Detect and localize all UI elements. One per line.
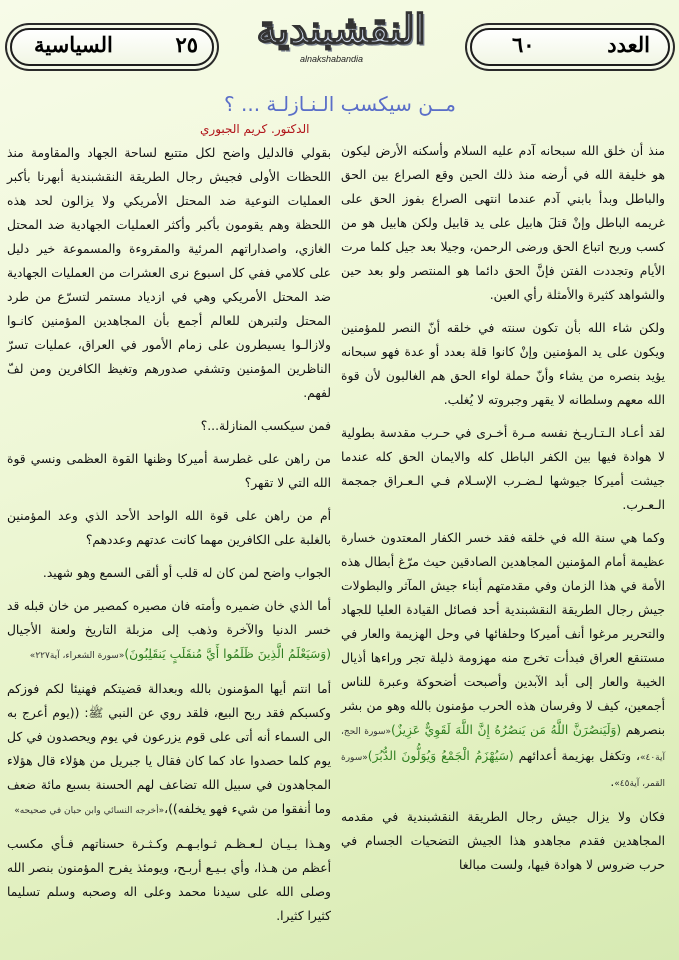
paragraph: ولكن شاء الله بأن تكون سنته في خلقه أنّ النصر للمؤمنين ويكون على يد المؤمنين وإنْ كانوا قلة بعدد أو عدة فهو سبحانه يؤيد بنصره من يشاء وأنّ حملة لواء الحق هم الغالبون لأن قوة الله معهم وسلطانه لا يقهر وجبروته لا يُغلب. <box>341 321 665 407</box>
paragraph: وهـذا بـيـان لـعـظـم ثـوابـهـم وكـثـرة حسناتهم فـأي مكسب أعظم من هـذا، وأي بـيـع أربـح، ويومئذ يفرح المؤمنون بنصر الله وصلى الله على سيدنا محمد وعلى اله وصحبه وسلم تسليما كثيرا كثيرا. <box>7 837 331 923</box>
verse-reference: «سورة القمر، آية٤٥» <box>341 753 665 789</box>
verse-reference: «سورة الشعراء، آية٢٢٧» <box>29 651 125 661</box>
page-header <box>0 0 679 90</box>
issue-banner <box>470 28 670 66</box>
page-section-banner <box>10 28 214 66</box>
logo-text: النقشبندية <box>256 6 426 53</box>
paragraph: بقولي فالدليل واضح لكل متتبع لساحة الجهاد والمقاومة منذ اللحظات الأولى فجيش رجال الطريقة النقشبندية أبهرنا بأكبر العمليات النوعية ضد المحتل الأمريكي ولا يزالون لحد هذه اللحظة وهم يقومون بأكبر وأكثر العمليات الجهادية ضد المحتل الغازي، واصداراتهم المرئية والمقروءة والمسموعة خير دليل على كلامي ففي كل اسبوع نرى العشرات من العمليات الجهادية ضد المحتل الأمريكي وهي في ازدياد مستمر لتسرّع من طرد المحتل ولتبرهن للعالم أجمع بأن المجاهدين المؤمنين كانـوا ولازالـوا يسيطرون على زمام الأمور في العراق، عمليات تسرّ الناظرين المؤمنين وتشفي صدورهم وتغيظ الكافرين ومن لفّ لفهم. <box>7 146 331 400</box>
section-name: السياسية <box>34 32 113 57</box>
quran-verse: (وَلَيَنصُرَنَّ اللَّهُ مَن يَنصُرُهُ إِنَّ اللَّهَ لَقَوِيٌّ عَزِيزٌ) <box>391 723 622 737</box>
paragraph: من راهن على غطرسة أميركا وظنها القوة العظمى ونسي قوة الله التي لا تقهر؟ <box>7 452 331 490</box>
right-column <box>341 139 665 886</box>
logo-url: alnakshabandia <box>300 54 364 64</box>
paragraph: منذ أن خلق الله سبحانه آدم عليه السلام وأسكنه الأرض ليكون هو خليفة الله في أرضه منذ ذلك الحين وقع الصراع بين الحق والباطل وبدأ بابني آدم عندما انتهى الصراع بفوز الحق على غريمه الباطل وإنْ قتلَ هابيل على يد قابيل ولكن هابيل هو من كسب وربح اتباع الحق ورضى الرحمن، وجيلا بعد جيل كلما مرت الأيام وتجددت الفتن فإنَّ الحق دائما هو المنتصر ولو بعد حين والشواهد كثيرة والأمثلة رأي العين. <box>341 144 665 302</box>
verse-reference: «سورة الحج، آية٤٠» <box>341 727 665 763</box>
subheading: فمن سيكسب المنازلة...؟ <box>200 419 331 433</box>
issue-label: العدد <box>607 32 650 57</box>
issue-number: ٦٠ <box>512 32 535 57</box>
magazine-logo <box>246 6 436 66</box>
paragraph: وكما هي سنة الله في خلقه فقد خسر الكفار المعتدون خسارة عظيمة أمام المؤمنين المجاهدين الصادقين حيث مرّغ أبطال هذه الأمة في هذا الزمان وفي مقدمتهم أبناء جيش المآثر والبطولات جيش رجال الطريقة النقشبندية أحد فصائل القيادة العليا للجهاد والتحرير مرغوا أنف أميركا وحلفائها في وحل الهزيمة والعار في مستنقع العراق فبدأت تخرج منه مهزومة ذليلة تجر وراءها أذيال الخيبة والعار إلى أبد الآبدين وأصبحت أضحوكة وعبرة للناس أجمعين، كيف لا وفرسان هذه الحرب مؤمنون بالله وهو من بشر بنصرهم (وَلَيَنصُرَنَّ اللَّهُ مَن يَنصُرُهُ إِنَّ اللَّهَ لَقَوِيٌّ عَزِيزٌ)«سورة الحج، آية٤٠»، وتكفل بهزيمة أعدائهم (سَيُهْزَمُ الْجَمْعُ وَيُوَلُّونَ الدُّبُرَ)«سورة القمر، آية٤٥». <box>341 531 666 789</box>
paragraph: أما انتم أيها المؤمنون بالله وبعدالة قضيتكم فهنيئا لكم فوزكم وكسبكم فقد ربح البيع، فلقد روي عن النبي ﷺ: ((يوم أعرج به الى السماء أنه أتى على قوم يزرعون في يوم ويحصدون في كل يوم كلما حصدوا عاد كما كان فقال يا جبريل من هؤلاء قال هؤلاء المجاهدون في سبيل الله تضاعف لهم الحسنة بسبع مائة ضعف وما أنفقوا من شيء فهو يخلفه))،«أخرجه النسائي وابن حبان في صحيحه» <box>7 682 331 816</box>
article-author: الدكتور. كريم الجبوري <box>200 122 310 136</box>
paragraph: أما الذي خان ضميره وأمته فان مصيره كمصير من خان قبله قد خسر الدنيا والآخرة وذهب إلى مزبلة التاريخ ولعنة الأجيال (وَسَيَعْلَمُ الَّذِينَ ظَلَمُوا أَيَّ مُنقَلَبٍ يَنقَلِبُونَ)«سورة الشعراء، آية٢٢٧» <box>7 599 331 661</box>
quran-verse: (وَسَيَعْلَمُ الَّذِينَ ظَلَمُوا أَيَّ مُنقَلَبٍ يَنقَلِبُونَ) <box>124 647 331 661</box>
hadith-quote: ((يوم أعرج به الى السماء أنه أتى على قوم يزرعون في يوم ويحصدون في كل يوم كلما حصدوا عاد كما كان فقال يا جبريل من هؤلاء قال هؤلاء المجاهدون في سبيل الله تضاعف لهم الحسنة بسبع مائة ضعف وما أنفقوا من شيء فهو يخلفه))، <box>7 706 331 816</box>
paragraph: الجواب واضح لمن كان له قلب أو ألقى السمع وهو شهيد. <box>42 566 331 580</box>
paragraph: أم من راهن على قوة الله الواحد الأحد الذي وعد المؤمنين بالغلبة على الكافرين مهما كانت عدتهم وعددهم؟ <box>7 509 331 547</box>
paragraph: لقد أعـاد الـتـاريـخ نفسه مـرة أخـرى في حـرب مقدسة بطولية لا هوادة فيها بين الكفر الباطل كله والايمان الحق كله عندما جيشت أميركا جيوشها لـضـرب الإسـلام فـي الـعـراق جمجمة الـعـرب. <box>341 426 665 512</box>
quran-verse: (سَيُهْزَمُ الْجَمْعُ وَيُوَلُّونَ الدُّبُرَ) <box>367 749 514 763</box>
left-column <box>7 141 331 937</box>
hadith-reference: «أخرجه النسائي وابن حبان في صحيحه» <box>14 806 165 816</box>
page-number: ٢٥ <box>175 32 198 57</box>
paragraph: فكان ولا يزال جيش رجال الطريقة النقشبندية في مقدمه المجاهدين فقدم مجاهدو هذا الجيش التضحيات الجسام في حرب ضروس لا هوادة فيها، ولست مبالغا <box>341 810 665 872</box>
article-title: مــن سيكسب الـنـازلـة ... ؟ <box>224 92 456 116</box>
